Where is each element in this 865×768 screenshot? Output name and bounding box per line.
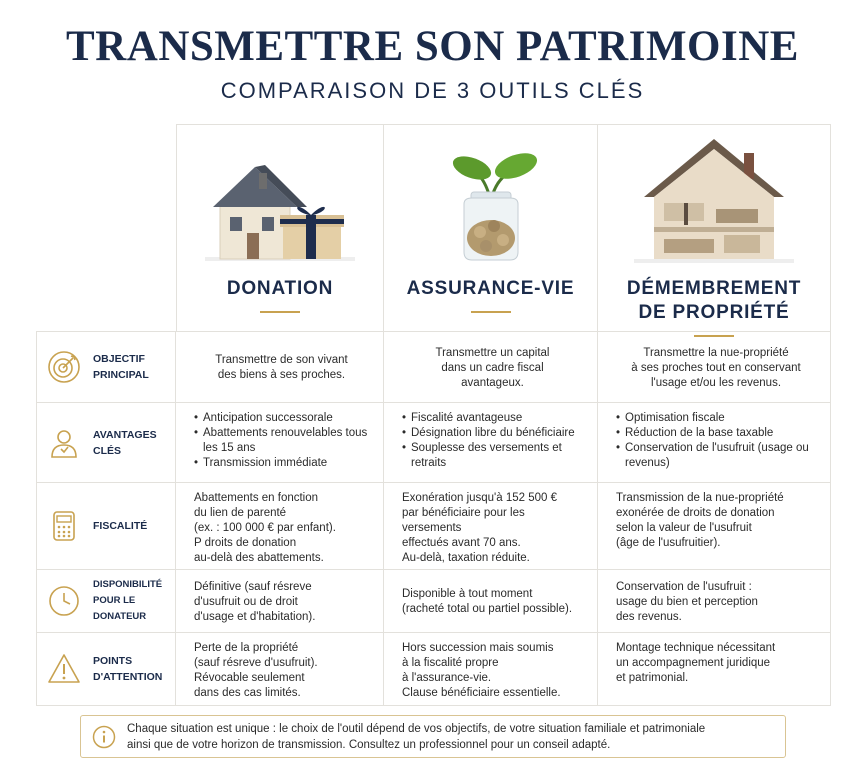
info-icon [92, 725, 116, 749]
page-title: TRANSMETTRE SON PATRIMOINE [66, 23, 799, 70]
column-title: DÉMEMBREMENT DE PROPRIÉTÉ [626, 278, 802, 323]
warning-icon [47, 652, 81, 686]
note-line: ainsi que de votre horizon de transmission. Consultez un professionnel pour un conseil adapté. [127, 738, 611, 751]
row-label-avantages: AVANTAGES CLÉS [36, 403, 176, 483]
info-note [80, 715, 786, 758]
cell-avantages-assurance: • Fiscalité avantageuse • Désignation libre du bénéficiaire • Souplesse des versements et retraits [384, 403, 598, 483]
column-header-demembrement [598, 124, 831, 332]
cell-disponibilite-demembrement: Conservation de l'usufruit : usage du bien et perception des revenus. [598, 570, 831, 633]
cell-attention-assurance: Hors succession mais soumis à la fiscalité propre à l'assurance-vie. Clause bénéficiaire essentielle. [384, 633, 598, 706]
cell-fiscalite-assurance: Exonération jusqu'à 152 500 € par bénéficiaire pour les versements effectués avant 70 ans. Au-delà, taxation réduite. [384, 483, 598, 570]
row-label-fiscalite: FISCALITÉ [36, 483, 176, 570]
cell-avantages-donation: • Anticipation successorale • Abattements renouvelables tous les 15 ans • Transmission immédiate [176, 403, 384, 483]
column-title: DONATION [226, 278, 334, 299]
page-subtitle: COMPARAISON DE 3 OUTILS CLÉS [220, 78, 645, 103]
row-label-objectif: OBJECTIF PRINCIPAL [36, 332, 176, 403]
table-corner [36, 124, 176, 332]
cell-avantages-demembrement: • Optimisation fiscale • Réduction de la base taxable • Conservation de l'usufruit (usage ou revenus) [598, 403, 831, 483]
cell-disponibilite-assurance: Disponible à tout moment (racheté total ou partiel possible). [384, 570, 598, 633]
cell-disponibilite-donation: Définitive (sauf résreve d'usufruit ou de droit d'usage et d'habitation). [176, 570, 384, 633]
cell-attention-donation: Perte de la propriété (sauf résreve d'usufruit). Révocable seulement dans des cas limités. [176, 633, 384, 706]
comparison-table [36, 124, 831, 706]
plant-jar-illustration [384, 125, 597, 265]
column-header-donation [176, 124, 384, 332]
row-label-disponibilite: DISPONIBILITÉ POUR LE DONATEUR [36, 570, 176, 633]
person-icon [47, 426, 81, 460]
column-header-assurance-vie [384, 124, 598, 332]
row-label-attention: POINTS D'ATTENTION [36, 633, 176, 706]
house-gift-illustration [177, 125, 383, 265]
target-icon [47, 350, 81, 384]
clock-icon [47, 584, 81, 618]
cell-fiscalite-donation: Abattements en fonction du lien de parenté (ex. : 100 000 € par enfant). P droits de donation au-delà des abattements. [176, 483, 384, 570]
column-title: ASSURANCE-VIE [406, 278, 575, 299]
gold-divider [260, 311, 300, 313]
note-line: Chaque situation est unique : le choix de l'outil dépend de vos objectifs, de votre situation familiale et patrimoniale [127, 722, 706, 735]
gold-divider [694, 335, 734, 337]
cell-objectif-demembrement: Transmettre la nue-propriété à ses proches tout en conservant l'usage et/ou les revenus. [598, 332, 831, 403]
house-cutaway-illustration [598, 125, 830, 265]
cell-objectif-assurance: Transmettre un capital dans un cadre fiscal avantageux. [384, 332, 598, 403]
cell-attention-demembrement: Montage technique nécessitant un accompagnement juridique et patrimonial. [598, 633, 831, 706]
cell-objectif-donation: Transmettre de son vivant des biens à ses proches. [176, 332, 384, 403]
calculator-icon [47, 509, 81, 543]
cell-fiscalite-demembrement: Transmission de la nue-propriété exonérée de droits de donation selon la valeur de l'usufruit (âge de l'usufruitier). [598, 483, 831, 570]
gold-divider [471, 311, 511, 313]
